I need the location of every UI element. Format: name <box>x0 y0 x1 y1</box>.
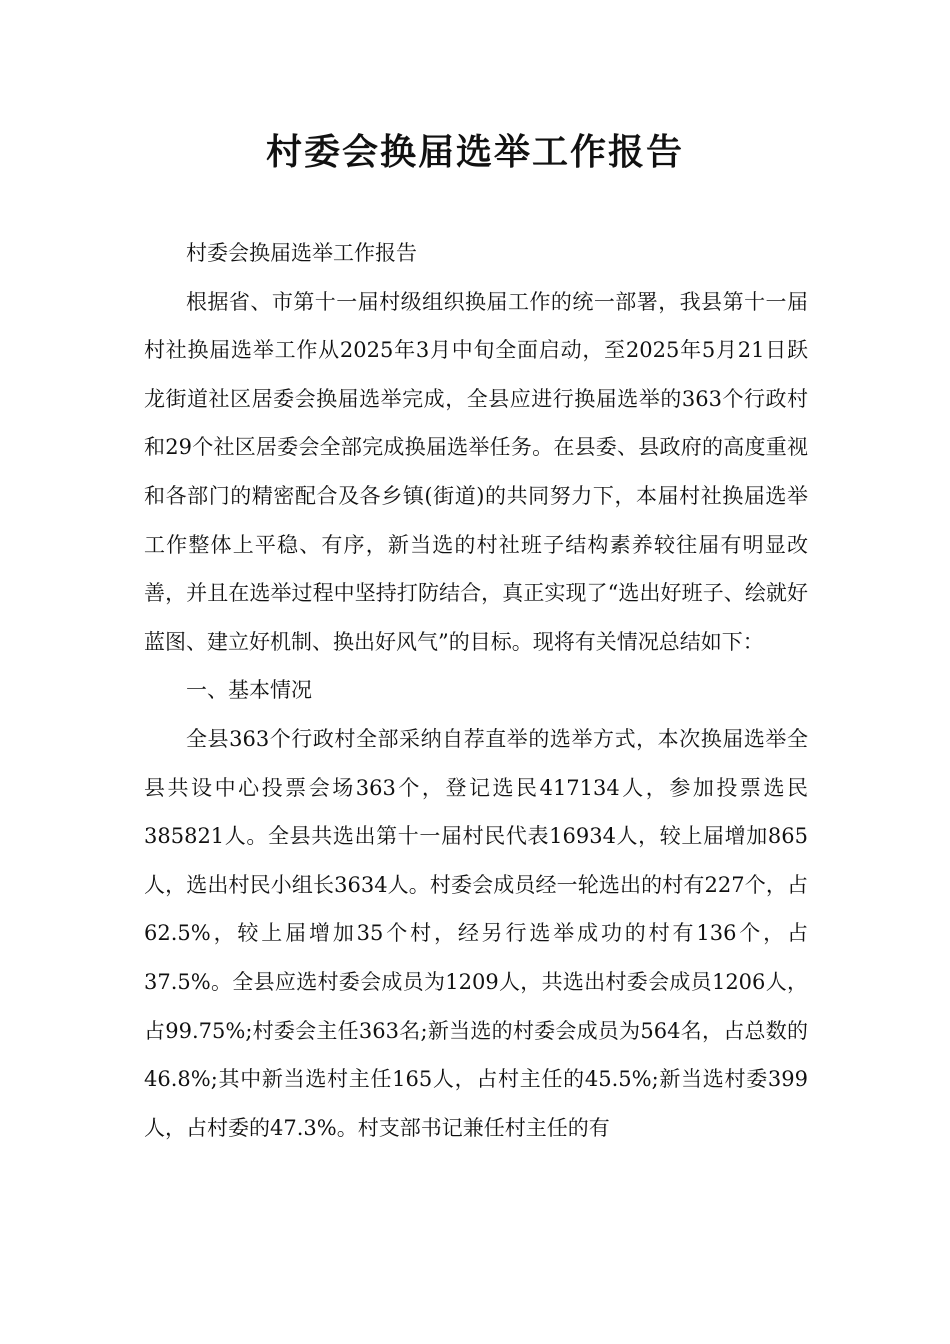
basic-situation-paragraph: 全县363个行政村全部采纳自荐直举的选举方式，本次换届选举全县共设中心投票会场363个，登记选民417134人，参加投票选民385821人。全县共选出第十一届村民代表16934人，较上届增加865人，选出村民小组长3634人。村委会成员经一轮选出的村有227个，占62.5%，较上届增加35个村，经另行选举成功的村有136个，占37.5%。全县应选村委会成员为1209人，共选出村委会成员1206人，占99.75%;村委会主任363名;新当选的村委会成员为564名，占总数的46.8%;其中新当选村主任165人，占村主任的45.5%;新当选村委399人，占村委的47.3%。村支部书记兼任村主任的有 <box>144 726 808 1140</box>
intro-paragraph: 根据省、市第十一届村级组织换届工作的统一部署，我县第十一届村社换届选举工作从2025年3月中旬全面启动，至2025年5月21日跃龙街道社区居委会换届选举完成，全县应进行换届选举的363个行政村和29个社区居委会全部完成换届选举任务。在县委、县政府的高度重视和各部门的精密配合及各乡镇(街道)的共同努力下，本届村社换届选举工作整体上平稳、有序，新当选的村社班子结构素养较往届有明显改善，并且在选举过程中坚持打防结合，真正实现了“选出好班子、绘就好蓝图、建立好机制、换出好风气”的目标。现将有关情况总结如下： <box>144 289 808 654</box>
document-body <box>144 229 808 1152</box>
subtitle-paragraph: 村委会换届选举工作报告 <box>186 241 417 265</box>
section-heading: 一、基本情况 <box>186 678 312 703</box>
document-title: 村委会换届选举工作报告 <box>265 132 684 173</box>
